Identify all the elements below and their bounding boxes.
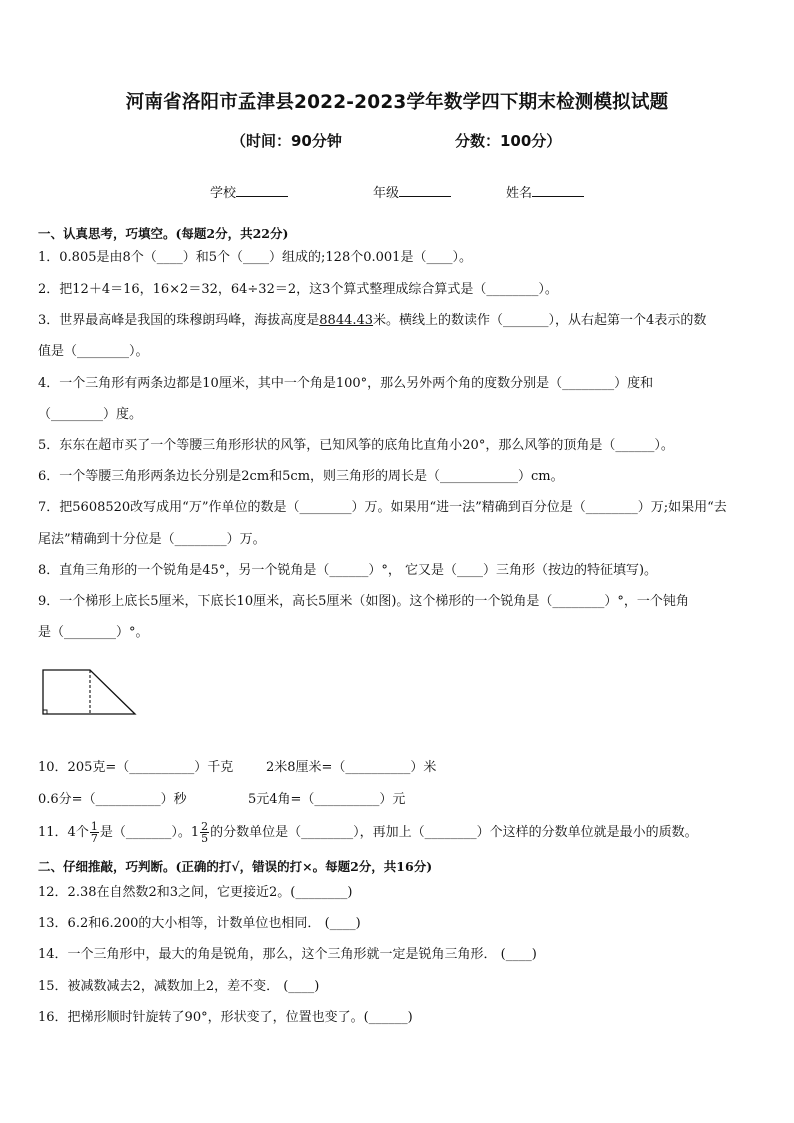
grade-field: [373, 182, 451, 201]
question-16: 16．把梯形顺时针旋转了90°，形状变了，位置也变了。(______): [38, 1010, 413, 1025]
question-1: 1．0.805是由8个（____）和5个（____）组成的;128个0.001是（____）。: [38, 250, 472, 265]
question-10b: 2米8厘米=（__________）米: [266, 760, 437, 775]
section-2-heading: 二、仔细推敲，巧判断。(正确的打√，错误的打×。每题2分，共16分): [38, 859, 433, 874]
question-7: 7．把5608520改写成用“万”作单位的数是（________）万。如果用“进一法”精确到百分位是（________）万;如果用“去: [38, 500, 727, 515]
question-8: 8．直角三角形的一个锐角是45°，另一个锐角是（______）°， 它又是（____）三角形（按边的特征填写)。: [38, 563, 658, 578]
question-14: 14．一个三角形中，最大的角是锐角，那么，这个三角形就一定是锐角三角形． (____): [38, 947, 537, 962]
name-label: 姓名: [506, 186, 533, 201]
fraction-2-numerator: 2: [201, 820, 209, 833]
question-6: 6．一个等腰三角形两条边长分别是2cm和5cm，则三角形的周长是（____________）cm。: [38, 469, 564, 484]
school-blank[interactable]: [236, 182, 288, 197]
question-4-continued: （________）度。: [38, 407, 143, 422]
question-11-mid: 是（_______）。1: [99, 825, 200, 840]
question-11-pre: 11．4个: [38, 825, 89, 840]
school-label: 学校: [210, 186, 237, 201]
question-9-continued: 是（________）°。: [38, 625, 149, 640]
question-4: 4．一个三角形有两条边都是10厘米，其中一个角是100°，那么另外两个角的度数分别是（________）度和: [38, 376, 654, 391]
fraction-1-numerator: 1: [90, 820, 98, 833]
name-field: [506, 182, 584, 201]
name-blank[interactable]: [532, 182, 584, 197]
question-11: [38, 821, 698, 845]
trapezoid-figure: [40, 666, 140, 720]
question-15: 15．被减数减去2，减数加上2，差不变． (____): [38, 979, 320, 994]
question-12: 12．2.38在自然数2和3之间，它更接近2。(________): [38, 885, 353, 900]
question-7-continued: 尾法”精确到十分位是（________）万。: [38, 532, 266, 547]
question-3-text-a: 3．世界最高峰是我国的珠穆朗玛峰，海拔高度是: [38, 313, 320, 328]
question-10c: 0.6分=（__________）秒: [38, 792, 187, 807]
question-11-post: 的分数单位是（________），再加上（________）个这样的分数单位就是最小的质数。: [210, 825, 698, 840]
school-field: [210, 182, 288, 201]
question-9: 9．一个梯形上底长5厘米，下底长10厘米，高长5厘米（如图)。这个梯形的一个锐角是（________）°，一个钝角: [38, 594, 689, 609]
question-2: 2．把12＋4＝16，16×2＝32，64÷32＝2，这3个算式整理成综合算式是（________）。: [38, 282, 558, 297]
question-3-text-b: 米。横线上的数读作（_______），从右起第一个4表示的数: [373, 313, 707, 328]
grade-label: 年级: [373, 186, 400, 201]
fraction-1-denominator: 7: [90, 832, 98, 845]
question-10d: 5元4角=（__________）元: [248, 792, 406, 807]
question-3: [38, 312, 706, 330]
fraction-2-denominator: 5: [201, 832, 209, 845]
trapezoid-shape: [43, 670, 135, 714]
question-5: 5．东东在超市买了一个等腰三角形形状的风筝，已知风筝的底角比直角小20°，那么风筝的顶角是（______）。: [38, 438, 674, 453]
question-10a: 10．205克=（__________）千克: [38, 760, 234, 775]
exam-score: 分数：100分）: [455, 132, 562, 150]
page-title: 河南省洛阳市孟津县2022-2023学年数学四下期末检测模拟试题: [125, 92, 669, 113]
exam-time: （时间：90分钟: [231, 132, 342, 150]
question-13: 13．6.2和6.200的大小相等，计数单位也相同． (____): [38, 916, 361, 931]
section-1-heading: 一、认真思考，巧填空。(每题2分，共22分): [38, 226, 289, 241]
question-3-continued: 值是（________）。: [38, 344, 149, 359]
question-3-underlined-number: 8844.43: [319, 313, 374, 328]
grade-blank[interactable]: [399, 182, 451, 197]
fraction-two-fifths: [200, 821, 209, 844]
fraction-one-seventh: [90, 821, 99, 844]
